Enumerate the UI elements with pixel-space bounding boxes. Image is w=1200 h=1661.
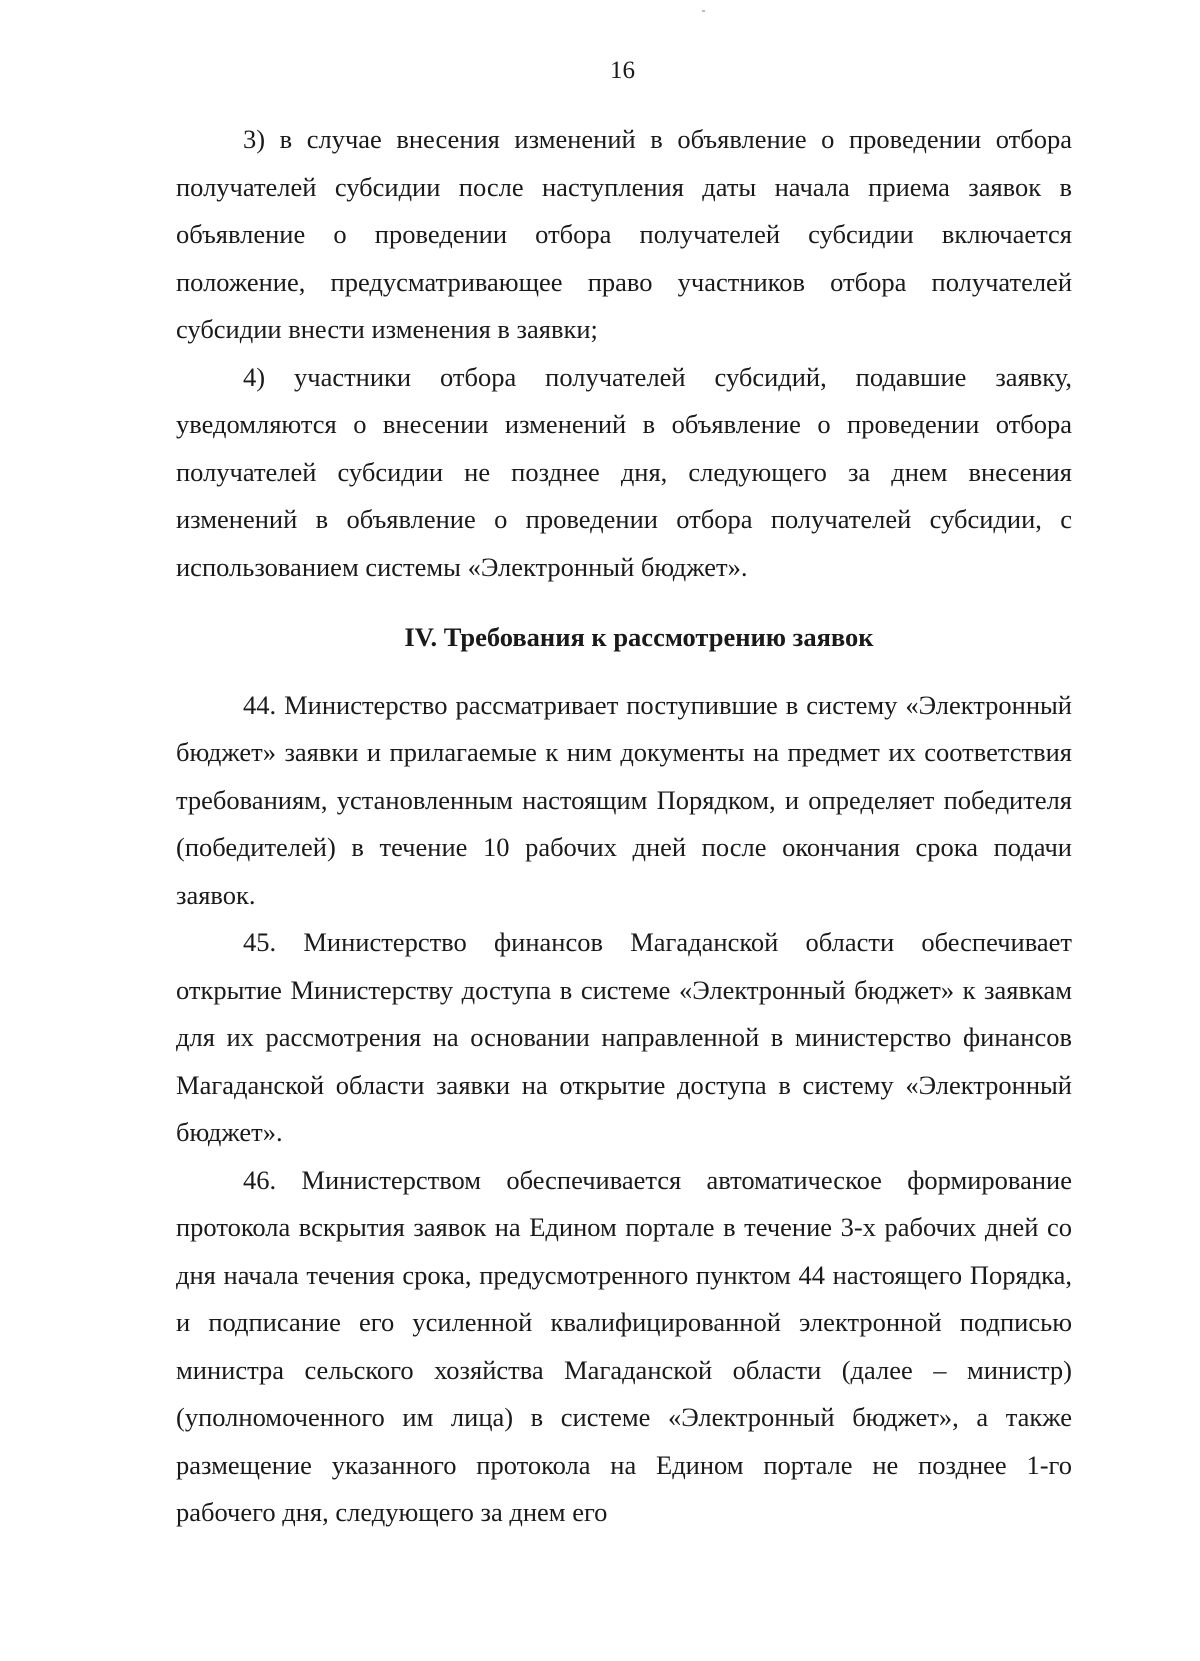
- paragraph-item-4: 4) участники отбора получателей субсидий, подавшие заявку, уведомляются о внесении изменений в объявление о проведении отбора получателей субсидии не позднее дня, следующего за днем внесения изменений в объявление о проведении отбора получателей субсидии, с использованием системы «Электронный бюджет».: [176, 361, 1072, 582]
- document-body: [176, 116, 1072, 1537]
- page-number: 16: [610, 57, 635, 84]
- paragraph-46: 46. Министерством обеспечивается автоматическое формирование протокола вскрытия заявок на Едином портале в течение 3-х рабочих дней со дня начала течения срока, предусмотренного пунктом 44 настоящего Порядка, и подписание его усиленной квалифицированной электронной подписью министра сельского хозяйства Магаданской области (далее – министр) (уполномоченного им лица) в системе «Электронный бюджет», а также размещение указанного протокола на Едином портале не позднее 1-го рабочего дня, следующего за днем его: [176, 1164, 1072, 1527]
- paragraph-44: 44. Министерство рассматривает поступившие в систему «Электронный бюджет» заявки и прилагаемые к ним документы на предмет их соответствия требованиям, установленным настоящим Порядком, и определяет победителя (победителей) в течение 10 рабочих дней после окончания срока подачи заявок.: [176, 689, 1072, 910]
- paragraph-item-3: 3) в случае внесения изменений в объявление о проведении отбора получателей субсидии после наступления даты начала приема заявок в объявление о проведении отбора получателей субсидии включается положение, предусматривающее право участников отбора получателей субсидии внести изменения в заявки;: [176, 124, 1072, 344]
- section-heading: IV. Требования к рассмотрению заявок: [404, 622, 874, 652]
- scan-speck: [702, 10, 705, 12]
- paragraph-45: 45. Министерство финансов Магаданской области обеспечивает открытие Министерству доступа в системе «Электронный бюджет» к заявкам для их рассмотрения на основании направленной в министерство финансов Магаданской области заявки на открытие доступа в систему «Электронный бюджет».: [176, 927, 1072, 1147]
